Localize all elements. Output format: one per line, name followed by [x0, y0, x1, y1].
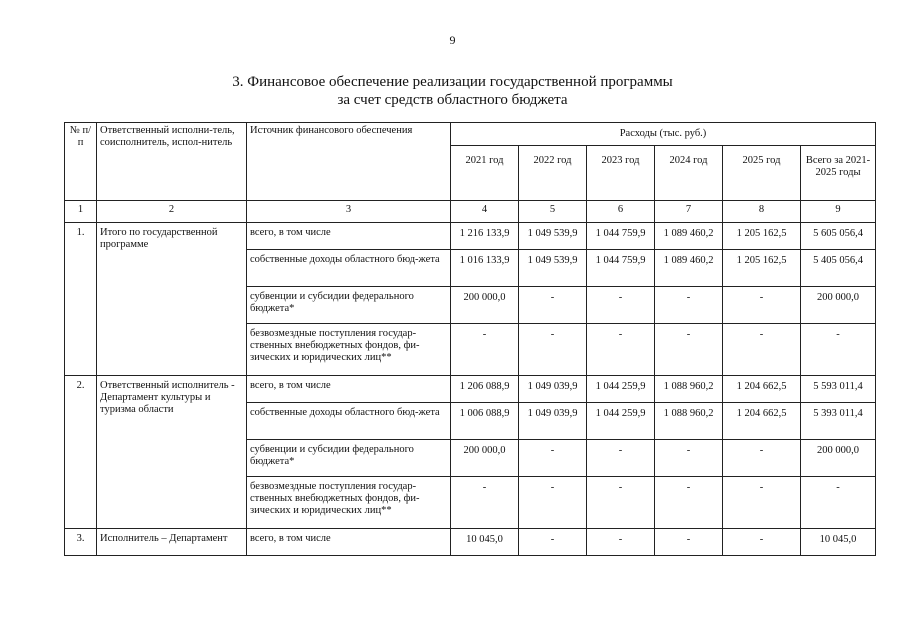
column-number: 5 — [519, 201, 587, 223]
funding-source: всего, в том числе — [247, 529, 451, 556]
value-total: - — [801, 324, 876, 376]
value-2023: 1 044 259,9 — [587, 376, 655, 403]
value-2025: - — [723, 324, 801, 376]
funding-source: безвозмездные поступления государ-ственных внебюджетных фондов, фи-зических и юридических лиц** — [247, 324, 451, 376]
column-numbers-row — [65, 201, 876, 223]
funding-source: безвозмездные поступления государ-ственных внебюджетных фондов, фи-зических и юридических лиц** — [247, 477, 451, 529]
value-2022: - — [519, 529, 587, 556]
header-source: Источник финансового обеспечения — [247, 123, 451, 201]
value-2024: 1 089 460,2 — [655, 223, 723, 250]
value-2023: - — [587, 324, 655, 376]
value-2021: 200 000,0 — [451, 287, 519, 324]
value-2021: 1 016 133,9 — [451, 250, 519, 287]
value-2022: - — [519, 324, 587, 376]
group-executor: Ответственный исполнитель - Департамент культуры и туризма области — [97, 376, 247, 529]
value-2022: - — [519, 440, 587, 477]
value-2021: 10 045,0 — [451, 529, 519, 556]
header-total: Всего за 2021-2025 годы — [801, 146, 876, 201]
value-total: 5 605 056,4 — [801, 223, 876, 250]
value-total: 5 393 011,4 — [801, 403, 876, 440]
value-2022: 1 049 039,9 — [519, 376, 587, 403]
column-number: 6 — [587, 201, 655, 223]
value-2022: 1 049 539,9 — [519, 223, 587, 250]
value-2024: 1 089 460,2 — [655, 250, 723, 287]
group-number: 2. — [65, 376, 97, 529]
financing-table — [64, 122, 876, 556]
value-2025: - — [723, 477, 801, 529]
value-2025: 1 204 662,5 — [723, 403, 801, 440]
funding-source: всего, в том числе — [247, 376, 451, 403]
table-row — [65, 376, 876, 403]
value-2021: - — [451, 324, 519, 376]
value-total: 200 000,0 — [801, 440, 876, 477]
value-total: 5 593 011,4 — [801, 376, 876, 403]
column-number: 1 — [65, 201, 97, 223]
value-2024: 1 088 960,2 — [655, 376, 723, 403]
column-number: 8 — [723, 201, 801, 223]
header-year-2023: 2023 год — [587, 146, 655, 201]
value-2023: - — [587, 287, 655, 324]
funding-source: субвенции и субсидии федерального бюджета* — [247, 287, 451, 324]
table-row — [65, 223, 876, 250]
column-number: 3 — [247, 201, 451, 223]
group-executor: Итого по государственной программе — [97, 223, 247, 376]
table-row — [65, 529, 876, 556]
value-2022: - — [519, 477, 587, 529]
header-year-2021: 2021 год — [451, 146, 519, 201]
funding-source: собственные доходы областного бюд-жета — [247, 403, 451, 440]
value-2022: 1 049 539,9 — [519, 250, 587, 287]
value-total: 10 045,0 — [801, 529, 876, 556]
value-2024: - — [655, 287, 723, 324]
column-number: 2 — [97, 201, 247, 223]
value-2023: 1 044 759,9 — [587, 223, 655, 250]
value-2023: 1 044 259,9 — [587, 403, 655, 440]
funding-source: всего, в том числе — [247, 223, 451, 250]
value-2025: - — [723, 287, 801, 324]
header-num: № п/п — [65, 123, 97, 201]
value-2021: 1 206 088,9 — [451, 376, 519, 403]
value-total: 5 405 056,4 — [801, 250, 876, 287]
value-2024: - — [655, 477, 723, 529]
value-2023: - — [587, 529, 655, 556]
page-number: 9 — [449, 33, 456, 47]
value-2023: - — [587, 477, 655, 529]
header-executor: Ответственный исполни-тель, соисполнитель, испол-нитель — [97, 123, 247, 201]
value-2022: 1 049 039,9 — [519, 403, 587, 440]
value-2023: - — [587, 440, 655, 477]
header-expenses: Расходы (тыс. руб.) — [451, 123, 876, 146]
group-number: 1. — [65, 223, 97, 376]
value-2021: 1 006 088,9 — [451, 403, 519, 440]
column-number: 7 — [655, 201, 723, 223]
header-year-2022: 2022 год — [519, 146, 587, 201]
value-total: - — [801, 477, 876, 529]
value-2021: 200 000,0 — [451, 440, 519, 477]
value-2023: 1 044 759,9 — [587, 250, 655, 287]
value-2025: 1 205 162,5 — [723, 223, 801, 250]
value-total: 200 000,0 — [801, 287, 876, 324]
group-executor: Исполнитель – Департамент — [97, 529, 247, 556]
header-year-2025: 2025 год — [723, 146, 801, 201]
section-title — [150, 73, 755, 109]
section-title-line-1: 3. Финансовое обеспечение реализации государственной программы — [232, 74, 673, 90]
value-2024: - — [655, 529, 723, 556]
value-2022: - — [519, 287, 587, 324]
value-2021: - — [451, 477, 519, 529]
value-2025: - — [723, 440, 801, 477]
header-row — [65, 123, 876, 146]
column-number: 9 — [801, 201, 876, 223]
value-2024: 1 088 960,2 — [655, 403, 723, 440]
funding-source: субвенции и субсидии федерального бюджета* — [247, 440, 451, 477]
value-2025: 1 205 162,5 — [723, 250, 801, 287]
header-year-2024: 2024 год — [655, 146, 723, 201]
section-title-line-2: за счет средств областного бюджета — [337, 92, 568, 108]
value-2024: - — [655, 324, 723, 376]
group-number: 3. — [65, 529, 97, 556]
value-2021: 1 216 133,9 — [451, 223, 519, 250]
value-2025: 1 204 662,5 — [723, 376, 801, 403]
value-2024: - — [655, 440, 723, 477]
column-number: 4 — [451, 201, 519, 223]
value-2025: - — [723, 529, 801, 556]
funding-source: собственные доходы областного бюд-жета — [247, 250, 451, 287]
